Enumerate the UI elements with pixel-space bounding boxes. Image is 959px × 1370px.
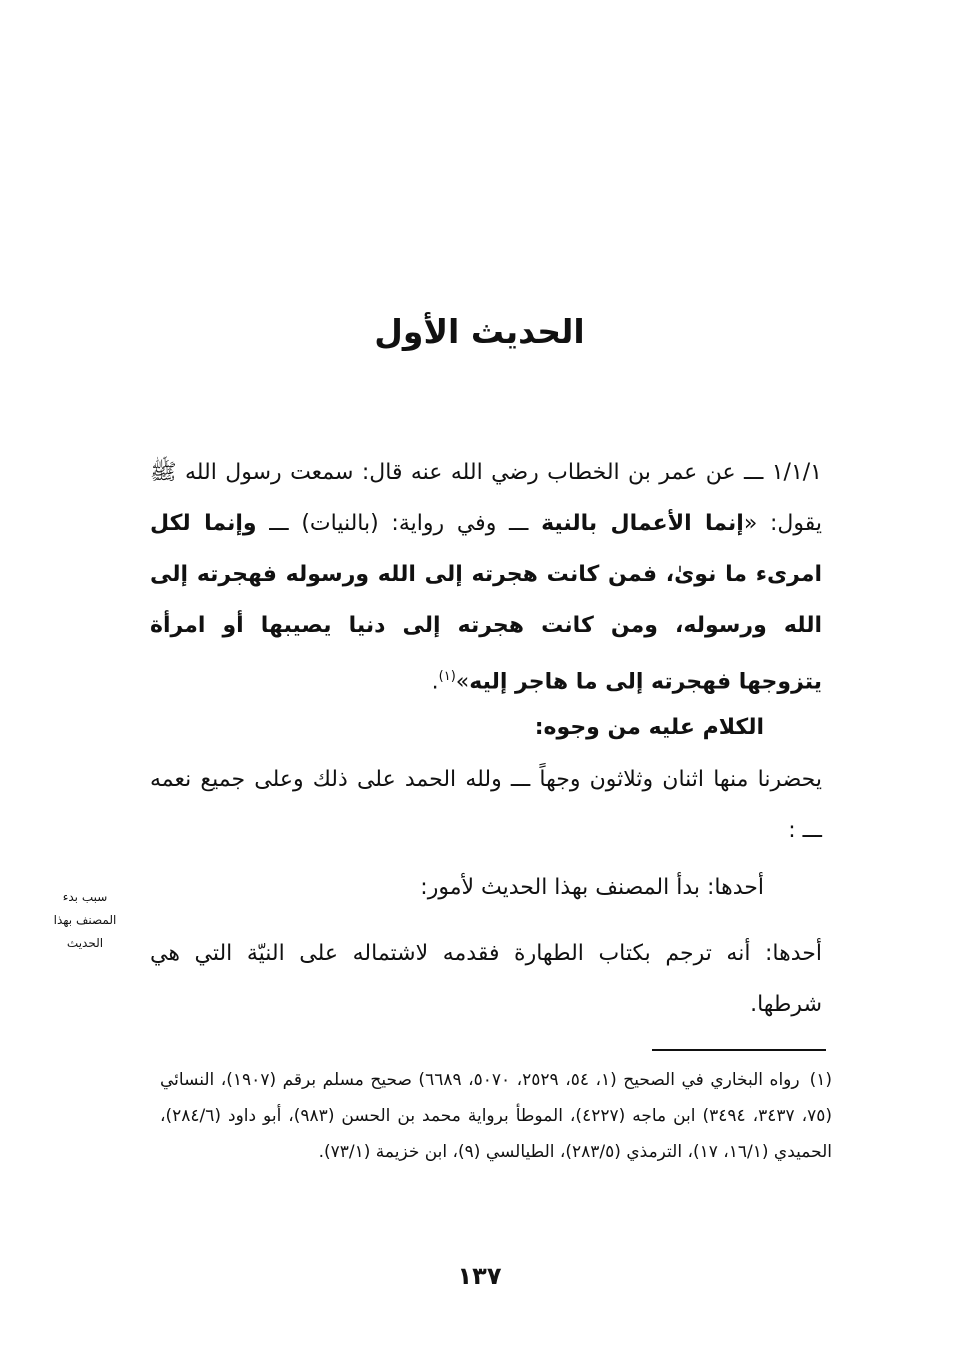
- hadith-number: ١/١/١: [771, 460, 822, 485]
- page-number: ١٣٧: [457, 1262, 502, 1290]
- margin-note-line: سبب بدء: [62, 890, 108, 904]
- hadith-variant-note: ـــ وفي رواية: (بالنيات) ـــ: [256, 511, 542, 536]
- footnote-text: رواه البخاري في الصحيح (١، ٥٤، ٢٥٢٩، ٥٠٧٠، ٦٦٨٩) صحيح مسلم برقم (١٩٠٧)، النسائي (٧٥، ٣٤٣٧، ٣٤٩٤) ابن ماجه (٤٢٢٧)، الموطأ برواية محمد بن الحسن (٩٨٣)، أبو داود (٢٨٤/٦)، الحميدي (١٦/١، ١٧)، الترمذي (٢٨٣/٥)، الطيالسي (٩)، ابن خزيمة (٧٣/١).: [160, 1070, 833, 1162]
- margin-note-line: الحديث: [66, 936, 104, 950]
- hadith-dash: ـــ: [735, 460, 772, 485]
- hadith-text-part-1: إنما الأعمال بالنية: [541, 511, 744, 536]
- margin-note-line: المصنف بهذا: [53, 913, 117, 927]
- hadith-close-quote: »: [455, 669, 470, 695]
- footnote-divider: [652, 1049, 826, 1051]
- paragraph-aspects-count: يحضرنا منها اثنان وثلاثون وجهاً ـــ ولله الحمد على ذلك وعلى جميع نعمه ـــ :: [150, 767, 822, 843]
- hadith-intro: عن عمر بن الخطاب رضي الله عنه قال: سمعت رسول الله ﷺ يقول: «: [150, 460, 823, 536]
- paragraph-first-reason: أحدها: بدأ المصنف بهذا الحديث لأمور:: [420, 875, 764, 900]
- footnote-reference[interactable]: (١): [438, 669, 456, 684]
- hadith-end: .: [431, 669, 439, 695]
- hadith-text-part-2: وإنما لكل امرىء ما نوىٰ، فمن كانت هجرته إلى الله ورسوله فهجرته إلى الله ورسوله، ومن كانت هجرته إلى دنيا يصيبها أو امرأة يتزوجها فهجرته إلى ما هاجر إليه: [150, 511, 822, 695]
- section-subheading: الكلام عليه من وجوه:: [534, 715, 764, 740]
- paragraph-purification: أحدها: أنه ترجم بكتاب الطهارة فقدمه لاشتماله على النيّة التي هي شرطها.: [150, 941, 822, 1017]
- footnote-number: (١): [809, 1070, 833, 1090]
- margin-note: [40, 886, 130, 955]
- chapter-title: الحديث الأول: [374, 312, 585, 351]
- hadith-paragraph: [150, 447, 822, 707]
- footnote: [160, 1062, 832, 1170]
